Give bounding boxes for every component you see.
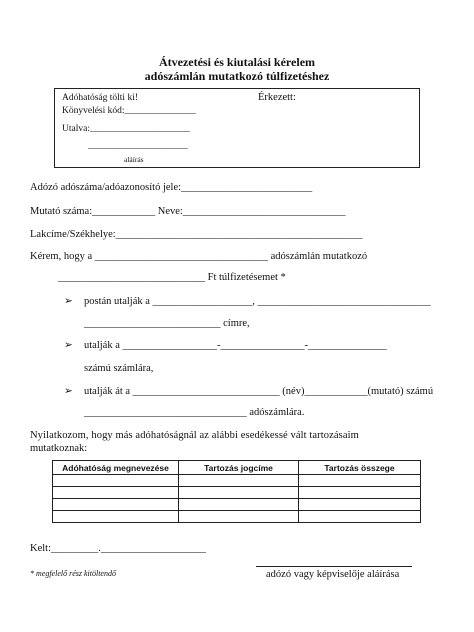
- declaration-text-end: mutatkoznak:: [30, 443, 88, 454]
- transfer-field[interactable]: Utalva:_____________________: [62, 124, 190, 134]
- column-header-authority: Adóhatóság megnevezése: [53, 461, 179, 475]
- signature-field[interactable]: _____________________: [88, 141, 188, 151]
- signature-caption: aláírás: [124, 155, 144, 164]
- debt-table: [52, 460, 421, 523]
- table-cell[interactable]: [179, 499, 299, 511]
- table-cell[interactable]: [179, 511, 299, 523]
- postal-option-line-1[interactable]: postán utalják a ___________________, _________________________________: [84, 296, 431, 307]
- taxpayer-signature-caption: adózó vagy képviselője aláírása: [266, 569, 400, 580]
- table-cell[interactable]: [179, 487, 299, 499]
- table-row: [53, 511, 421, 523]
- tax-account-option-line-1[interactable]: utalják át a ____________________________ (név)____________(mutató) számú: [84, 386, 434, 397]
- declaration-text: Nyilatkozom, hogy más adóhatóságnál az alábbi esedékessé vált tartozásaim: [30, 430, 359, 441]
- taxpayer-signature-line[interactable]: [256, 566, 412, 567]
- received-label: Érkezett:: [258, 92, 296, 103]
- document-title-line2: adószámlán mutatkozó túlfizetéshez: [144, 69, 330, 83]
- request-line-1[interactable]: Kérem, hogy a _________________________________ adószámlán mutatkozó: [30, 251, 368, 262]
- table-cell[interactable]: [299, 511, 421, 523]
- account-name-field[interactable]: Mutató száma:____________ Neve:_______________________________: [30, 206, 346, 217]
- table-cell[interactable]: [53, 475, 179, 487]
- ledger-code-field[interactable]: Könyvelési kód:_______________: [62, 106, 196, 116]
- debt-table-header-row: [53, 461, 421, 475]
- table-cell[interactable]: [53, 511, 179, 523]
- bullet-arrow-icon: ➢: [64, 340, 73, 351]
- table-row: [53, 487, 421, 499]
- tax-id-field[interactable]: Adózó adószáma/adóazonosító jele:_________________________: [30, 182, 313, 193]
- table-cell[interactable]: [299, 487, 421, 499]
- table-cell[interactable]: [299, 499, 421, 511]
- table-row: [53, 499, 421, 511]
- postal-option-line-2[interactable]: __________________________ címre,: [84, 318, 250, 329]
- date-field[interactable]: Kelt:_________.____________________: [30, 543, 206, 554]
- column-header-debt-type: Tartozás jogcíme: [179, 461, 299, 475]
- bullet-arrow-icon: ➢: [64, 386, 73, 397]
- table-cell[interactable]: [53, 499, 179, 511]
- address-field[interactable]: Lakcíme/Székhelye:_______________________________________________: [30, 229, 363, 240]
- table-cell[interactable]: [53, 487, 179, 499]
- request-line-2[interactable]: ____________________________ Ft túlfizetésemet *: [58, 272, 286, 283]
- bank-transfer-option-line-1[interactable]: utalják a __________________-________________-_______________: [84, 340, 387, 351]
- bullet-arrow-icon: ➢: [64, 296, 73, 307]
- tax-account-option-line-2[interactable]: _______________________________ adószámlára.: [84, 407, 305, 418]
- column-header-debt-amount: Tartozás összege: [299, 461, 421, 475]
- table-cell[interactable]: [179, 475, 299, 487]
- bank-transfer-option-line-2: számú számlára,: [84, 363, 154, 374]
- office-fill-note: Adóhatóság tölti ki!: [62, 93, 138, 103]
- table-row: [53, 475, 421, 487]
- table-cell[interactable]: [299, 475, 421, 487]
- document-title-line1: Átvezetési és kiutalási kérelem: [158, 55, 316, 69]
- footnote: * megfelelő rész kitöltendő: [30, 569, 116, 578]
